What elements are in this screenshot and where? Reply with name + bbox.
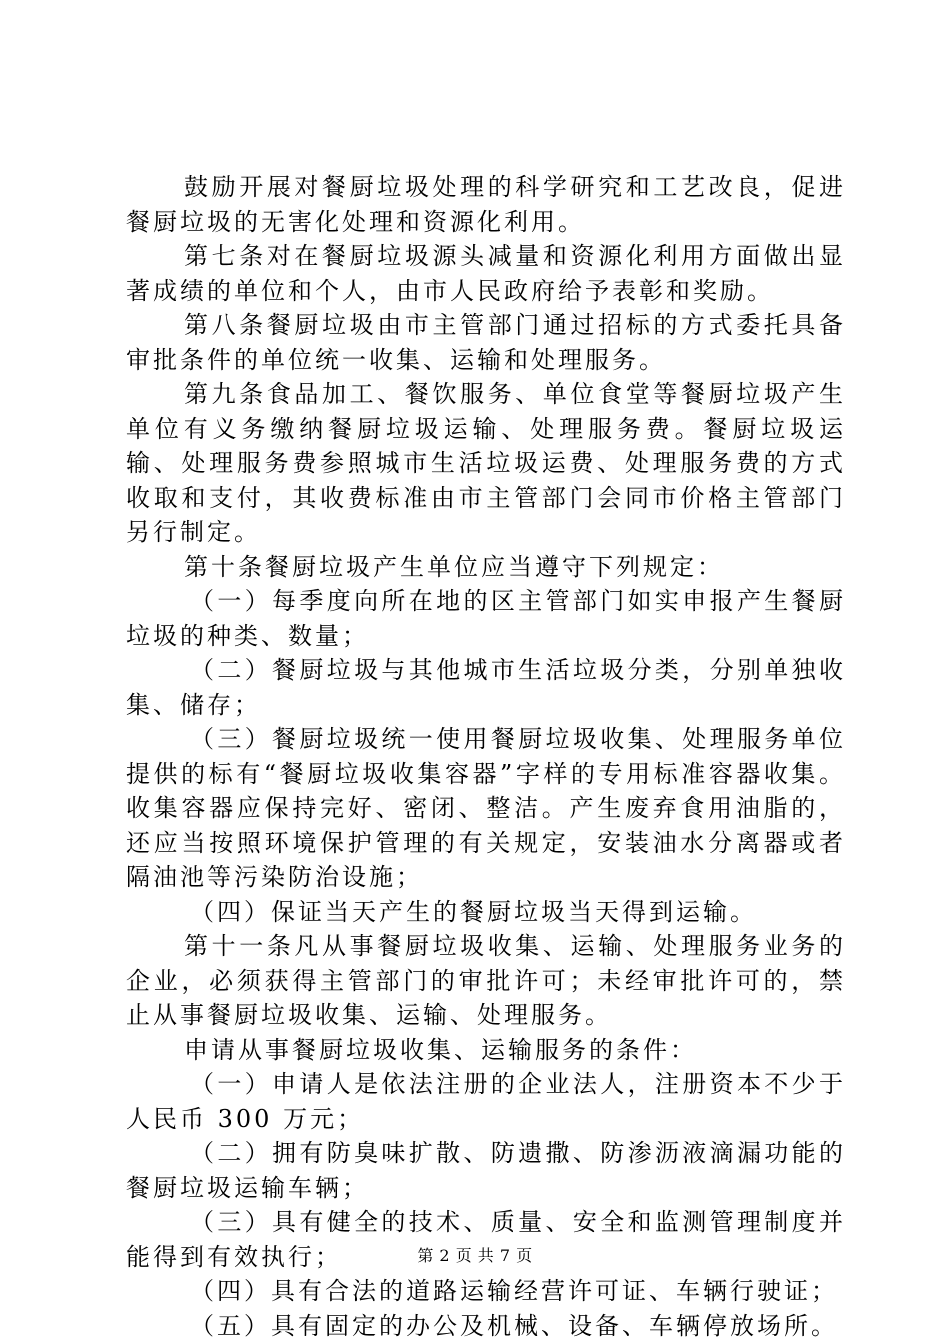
list-item-condition-5: （五）具有固定的办公及机械、设备、车辆停放场所。: [190, 1311, 838, 1340]
paragraph-article-8: 第八条餐厨垃圾由市主管部门通过招标的方式委托具备审批条件的单位统一收集、运输和处理服务。: [126, 311, 846, 374]
paragraph-article-11: 第十一条凡从事餐厨垃圾收集、运输、处理服务业务的企业，必须获得主管部门的审批许可；未经审批许可的，禁止从事餐厨垃圾收集、运输、处理服务。: [126, 932, 846, 1029]
document-body: [126, 170, 846, 1343]
list-item-condition-4: （四）具有合法的道路运输经营许可证、车辆行驶证；: [190, 1277, 838, 1305]
paragraph-encourage-research: 鼓励开展对餐厨垃圾处理的科学研究和工艺改良，促进餐厨垃圾的无害化处理和资源化利用。: [126, 173, 846, 236]
list-item-article-10-3: （三）餐厨垃圾统一使用餐厨垃圾收集、处理服务单位提供的标有“餐厨垃圾收集容器”字样的专用标准容器收集。收集容器应保持完好、密闭、整洁。产生废弃食用油脂的，还应当按照环境保护管理的有关规定，安装油水分离器或者隔油池等污染防治设施；: [126, 725, 846, 891]
paragraph-article-10: 第十条餐厨垃圾产生单位应当遵守下列规定：: [184, 552, 724, 581]
list-item-condition-3: （三）具有健全的技术、质量、安全和监测管理制度并能得到有效执行；: [126, 1208, 846, 1271]
list-item-condition-1: （一）申请人是依法注册的企业法人，注册资本不少于人民币 300 万元；: [126, 1070, 846, 1133]
paragraph-application-conditions: 申请从事餐厨垃圾收集、运输服务的条件：: [184, 1035, 697, 1064]
list-item-article-10-4: （四）保证当天产生的餐厨垃圾当天得到运输。: [190, 897, 757, 926]
paragraph-article-7: 第七条对在餐厨垃圾源头减量和资源化利用方面做出显著成绩的单位和个人，由市人民政府给予表彰和奖励。: [126, 242, 846, 305]
page-number-footer: 第 2 页 共 7 页: [417, 1246, 533, 1265]
list-item-article-10-2: （二）餐厨垃圾与其他城市生活垃圾分类，分别单独收集、储存；: [126, 656, 846, 719]
list-item-article-10-1: （一）每季度向所在地的区主管部门如实申报产生餐厨垃圾的种类、数量；: [126, 587, 846, 650]
list-item-condition-2: （二）拥有防臭味扩散、防遗撒、防渗沥液滴漏功能的餐厨垃圾运输车辆；: [126, 1139, 846, 1202]
paragraph-article-9: 第九条食品加工、餐饮服务、单位食堂等餐厨垃圾产生单位有义务缴纳餐厨垃圾运输、处理服务费。餐厨垃圾运输、处理服务费参照城市生活垃圾运费、处理服务费的方式收取和支付，其收费标准由市主管部门会同市价格主管部门另行制定。: [126, 380, 846, 546]
